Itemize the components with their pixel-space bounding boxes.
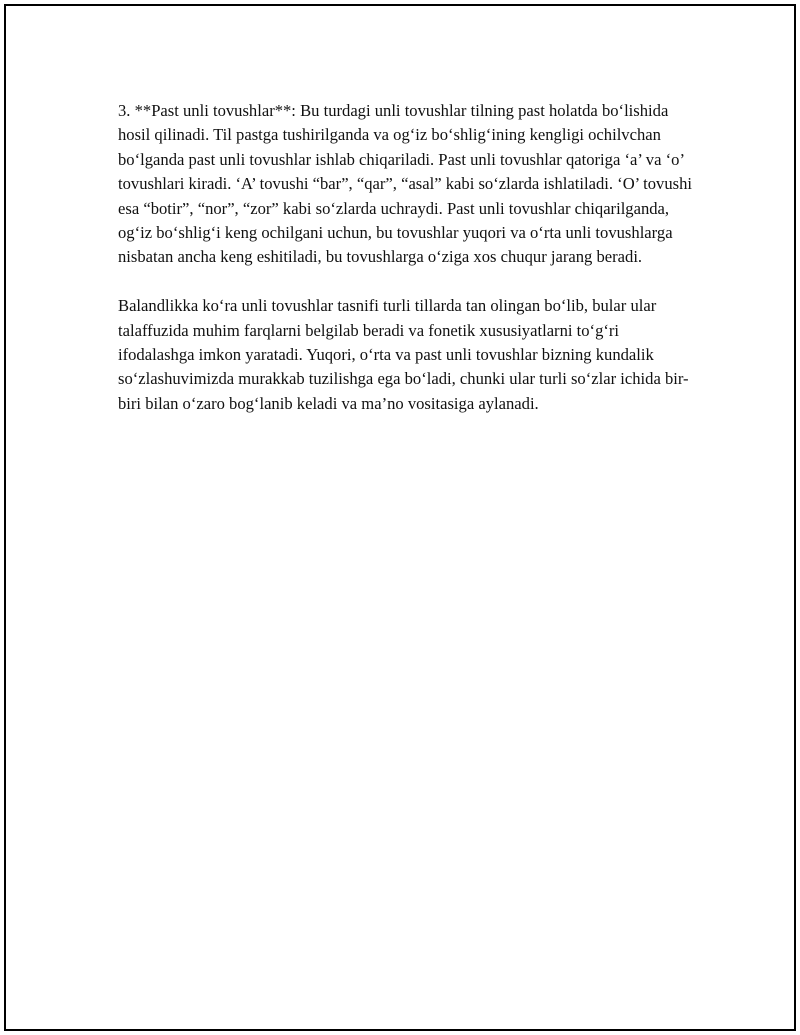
document-body xyxy=(118,99,698,441)
paragraph-past-unli-tovushlar: 3. **Past unli tovushlar**: Bu turdagi unli tovushlar tilning past holatda bo‘lishida hosil qilinadi. Til pastga tushirilganda va og‘iz bo‘shlig‘ining kengligi ochilvchan bo‘lganda past unli tovushlar ishlab chiqariladi. Past unli tovushlar qatoriga ‘a’ va ‘o’ tovushlari kiradi. ‘A’ tovushi “bar”, “qar”, “asal” kabi so‘zlarda ishlatiladi. ‘O’ tovushi esa “botir”, “nor”, “zor” kabi so‘zlarda uchraydi. Past unli tovushlar chiqarilganda, og‘iz bo‘shlig‘i keng ochilgani uchun, bu tovushlar yuqori va o‘rta unli tovushlarga nisbatan ancha keng eshitiladi, bu tovushlarga o‘ziga xos chuqur jarang beradi. xyxy=(118,101,692,267)
document-page xyxy=(4,4,796,1031)
paragraph-balandlikka-kora: Balandlikka ko‘ra unli tovushlar tasnifi turli tillarda tan olingan bo‘lib, bular ular talaffuzida muhim farqlarni belgilab beradi va fonetik xususiyatlarni to‘g‘ri ifodalashga imkon yaratadi. Yuqori, o‘rta va past unli tovushlar bizning kundalik so‘zlashuvimizda murakkab tuzilishga ega bo‘ladi, chunki ular turli so‘zlar ichida bir-biri bilan o‘zaro bog‘lanib keladi va ma’no vositasiga aylanadi. xyxy=(118,296,689,413)
